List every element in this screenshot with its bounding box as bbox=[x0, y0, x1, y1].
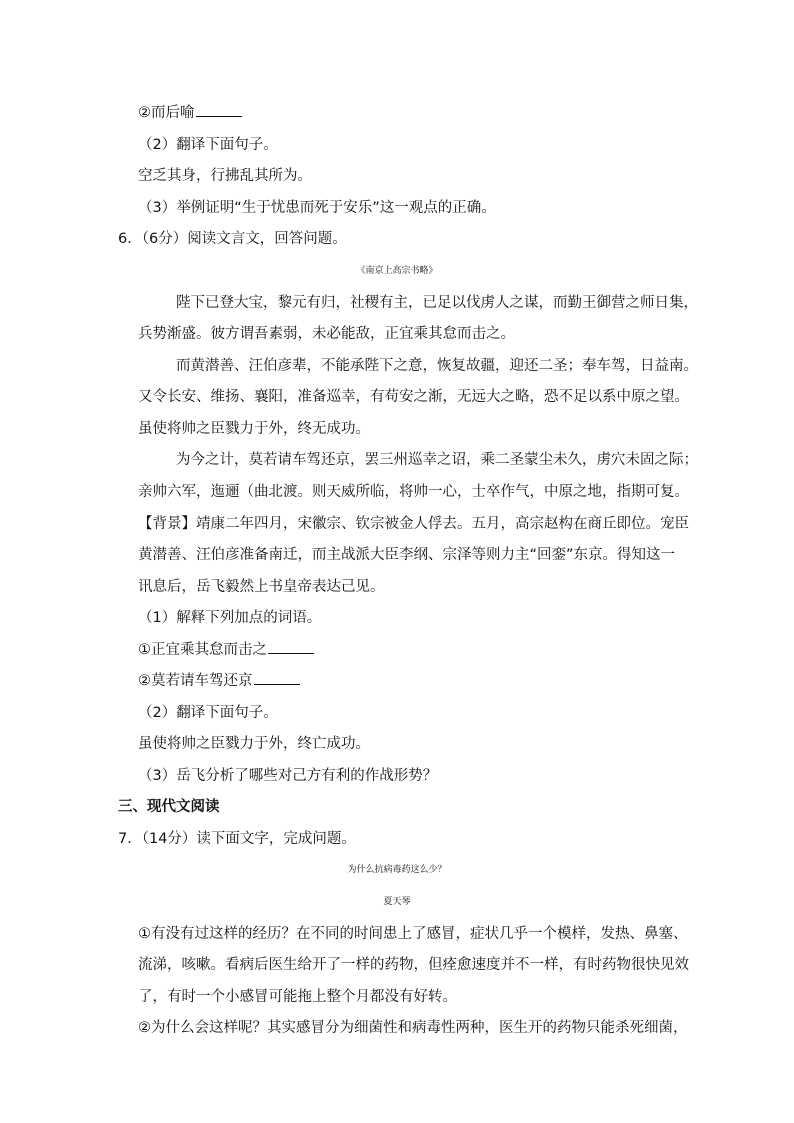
passage-line: 兵势渐盛。彼方谓吾素弱，未必能敌，正宜乘其怠而击之。 bbox=[138, 326, 515, 342]
article-line: 了，有时一个小感冒可能拖上整个月都没有好转。 bbox=[138, 989, 457, 1005]
question-6-header: 6．（6分）阅读文言文，回答问题。 bbox=[118, 231, 347, 247]
passage-line: 为今之计，莫若请车驾还京，罢三州巡幸之诏，乘二圣蒙尘未久，虏穴未固之际； bbox=[176, 452, 698, 468]
answer-blank[interactable] bbox=[196, 104, 242, 117]
background-line: 黄潜善、汪伯彦准备南迁，而主战派大臣李纲、宗泽等则力主“回銮”东京。得知这一 bbox=[138, 547, 676, 563]
section-heading: 三、现代文阅读 bbox=[118, 799, 220, 815]
article-title: 为什么抗病毒药这么少？ bbox=[347, 865, 447, 875]
article-line: ①有没有过这样的经历？在不同的时间患上了感冒，症状几乎一个模样，发热、鼻塞、 bbox=[138, 926, 688, 942]
question-7-header: 7．（14分）读下面文字，完成问题。 bbox=[118, 831, 356, 847]
translate-sentence: 空乏其身，行拂乱其所为。 bbox=[138, 168, 312, 184]
question-label: （3）举例证明“生于忧患而死于安乐”这一观点的正确。 bbox=[138, 200, 496, 216]
background-line: 讯息后，岳飞毅然上书皇帝表达己见。 bbox=[138, 579, 385, 595]
passage-line: 虽使将帅之臣戮力于外，终无成功。 bbox=[138, 421, 370, 437]
question-label: （2）翻译下面句子。 bbox=[138, 705, 278, 721]
question-label: （1）解释下列加点的词语。 bbox=[138, 610, 322, 626]
answer-item-2: ②而后喻 bbox=[138, 103, 242, 123]
answer-blank[interactable] bbox=[268, 641, 314, 654]
question-label: （2）翻译下面句子。 bbox=[138, 137, 278, 153]
article-author: 夏天琴 bbox=[383, 897, 411, 907]
answer-item-2: ②莫若请车驾还京 bbox=[138, 671, 300, 691]
passage-line: 亲帅六军，迤逦（曲北渡。则天威所临，将帅一心，士卒作气，中原之地，指期可复。 bbox=[138, 484, 689, 500]
passage-line: 又令长安、维扬、襄阳，准备巡幸，有苟安之渐，无远大之略，恐不足以系中原之望。 bbox=[138, 389, 689, 405]
passage-line: 陛下已登大宝，黎元有归，社稷有主，已足以伐虏人之谋，而勤王御营之师日集， bbox=[176, 295, 698, 311]
article-line: 流涕，咳嗽。看病后医生给开了一样的药物，但痊愈速度并不一样，有时药物很快见效 bbox=[138, 957, 689, 973]
article-line: ②为什么会这样呢？其实感冒分为细菌性和病毒性两种，医生开的药物只能杀死细菌， bbox=[138, 1020, 688, 1036]
answer-blank[interactable] bbox=[254, 672, 300, 685]
question-label: （3）岳飞分析了哪些对己方有利的作战形势？ bbox=[138, 768, 438, 784]
passage-line: 而黄潜善、汪伯彦辈，不能承陛下之意，恢复故疆，迎还二圣；奉车驾，日益南。 bbox=[176, 358, 698, 374]
background-line: 【背景】靖康二年四月，宋徽宗、钦宗被金人俘去。五月，高宗赵构在商丘即位。宠臣 bbox=[138, 516, 689, 532]
answer-item-1: ①正宜乘其怠而击之 bbox=[138, 640, 314, 660]
translate-sentence: 虽使将帅之臣戮力于外，终亡成功。 bbox=[138, 736, 370, 752]
passage-title: 《南京上高宗书略》 bbox=[356, 266, 438, 276]
